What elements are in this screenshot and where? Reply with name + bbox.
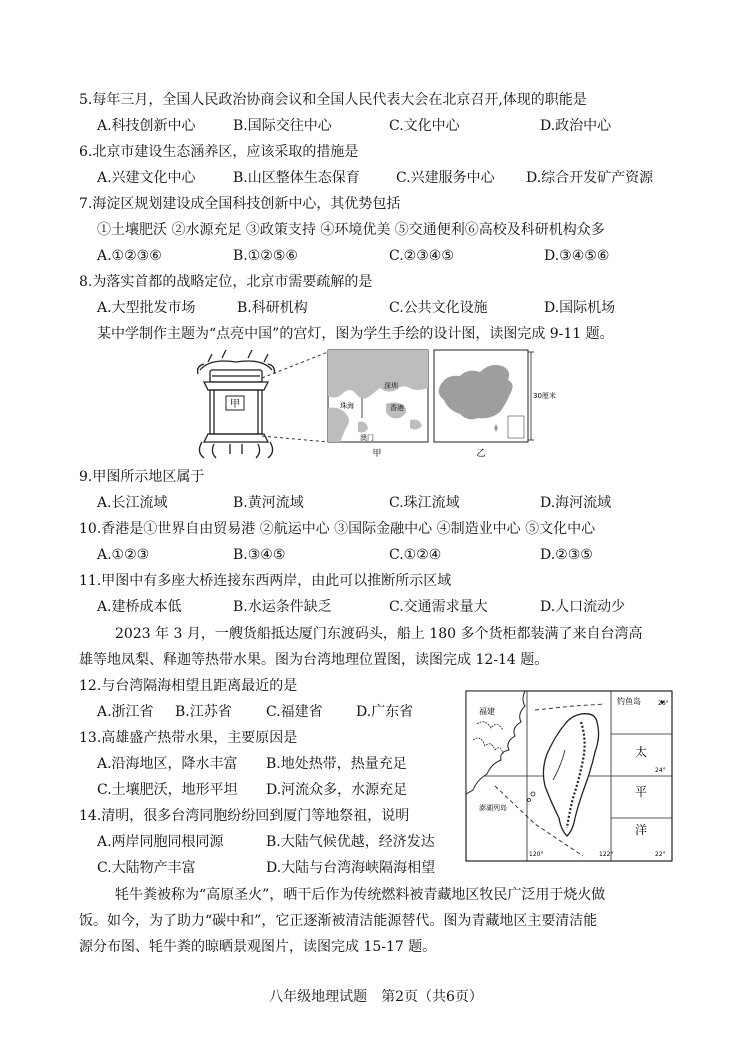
coord-122: 122° [599, 851, 614, 858]
q8-option-c: C.公共文化设施 [389, 300, 488, 316]
q14-option-a: A.两岸同胞同根同源 [97, 834, 224, 850]
q5-stem: 5.每年三月，全国人民政治协商会议和全国人民代表大会在北京召开,体现的职能是 [79, 92, 587, 108]
lantern-label: 甲 [230, 399, 240, 410]
q12-option-b: B.江苏省 [175, 704, 232, 720]
q10-option-c: C.①②④ [389, 547, 442, 563]
coord-22: 22° [655, 851, 666, 858]
q13-option-a: A.沿海地区，降水丰富 [97, 756, 238, 772]
q9-option-d: D.海河流域 [540, 495, 612, 511]
q10-option-b: B.③④⑤ [233, 547, 286, 563]
q5-option-a: A.科技创新中心 [97, 118, 196, 134]
q6-option-d: D.综合开发矿产资源 [526, 170, 654, 186]
q5-option-c: C.文化中心 [389, 118, 460, 134]
place-penghu: 澎湖列岛 [479, 804, 507, 812]
q9-option-b: B.黄河流域 [233, 495, 304, 511]
label-ping: 平 [635, 785, 648, 799]
intro-15-17-line1: 牦牛粪被称为“高原圣火”，晒干后作为传统燃料被青藏地区牧民广泛用于烧火做 [115, 887, 606, 903]
place-zhuhai: 珠海 [340, 402, 354, 410]
q8-option-b: B.科研机构 [237, 300, 308, 316]
q7-stem: 7.海淀区规划建设成全国科技创新中心，其优势包括 [79, 196, 401, 212]
place-hongkong: 香港 [390, 404, 404, 412]
coord-120: 120° [529, 851, 544, 858]
taiwan-figure [465, 690, 673, 862]
page-footer: 八年级地理试题 第2页（共6页） [269, 989, 483, 1005]
q9-option-a: A.长江流域 [97, 495, 168, 511]
q7-items: ①土壤肥沃 ②水源充足 ③政策支持 ④环境优美 ⑤交通便利⑥高校及科研机构众多 [97, 222, 605, 238]
q10-stem: 10.香港是①世界自由贸易港 ②航运中心 ③国际金融中心 ④制造业中心 ⑤文化中心 [79, 521, 596, 537]
q13-stem: 13.高雄盛产热带水果，主要原因是 [79, 730, 298, 746]
q14-option-d: D.大陆与台湾海峡隔海相望 [266, 860, 436, 876]
map-jia-label: 甲 [372, 449, 382, 459]
coord-26: 26° [658, 700, 669, 707]
q11-stem: 11.甲图中有多座大桥连接东西两岸，由此可以推断所示区域 [79, 573, 452, 589]
intro-9-11: 某中学制作主题为“点亮中国”的宫灯，图为学生手绘的设计图，读图完成 9-11 题。 [97, 326, 614, 342]
q11-option-d: D.人口流动少 [540, 599, 626, 615]
q6-option-b: B.山区整体生态保育 [233, 170, 360, 186]
q6-stem: 6.北京市建设生态涵养区，应该采取的措施是 [79, 144, 359, 160]
q8-stem: 8.为落实首都的战略定位，北京市需要疏解的是 [79, 274, 373, 290]
q14-option-c: C.大陆物产丰富 [97, 860, 196, 876]
place-shenzhen: 深圳 [384, 382, 398, 390]
q10-option-d: D.②③⑤ [540, 547, 593, 563]
intro-15-17-line2: 饭。如今，为了助力“碳中和”，它正逐渐被清洁能源替代。图为青藏地区主要清洁能 [79, 913, 598, 929]
q12-stem: 12.与台湾隔海相望且距离最近的是 [79, 678, 298, 694]
intro-12-14-line1: 2023 年 3 月，一艘货船抵达厦门东渡码头，船上 180 多个货柜都装满了来自台湾高 [115, 626, 643, 642]
q12-option-d: D.广东省 [356, 704, 414, 720]
label-yang: 洋 [635, 823, 648, 837]
q8-option-d: D.国际机场 [544, 300, 616, 316]
place-diaoyu: 钓鱼岛 [617, 697, 641, 706]
q14-option-b: B.大陆气候优越，经济发达 [266, 834, 435, 850]
q14-stem: 14.清明，很多台湾同胞纷纷回到厦门等地祭祖，说明 [79, 808, 410, 824]
intro-15-17-line3: 源分布图、牦牛粪的晾晒景观图片，读图完成 15-17 题。 [79, 939, 437, 955]
q6-option-c: C.兴建服务中心 [396, 170, 495, 186]
q9-option-c: C.珠江流域 [389, 495, 460, 511]
q12-option-c: C.福建省 [266, 704, 323, 720]
q7-option-c: C.②③④⑤ [389, 248, 454, 264]
q5-option-d: D.政治中心 [540, 118, 612, 134]
q10-option-a: A.①②③ [97, 547, 150, 563]
q7-option-b: B.①②⑤⑥ [233, 248, 298, 264]
lantern-figure [190, 348, 556, 460]
q13-option-d: D.河流众多，水源充足 [266, 782, 408, 798]
q11-option-b: B.水运条件缺乏 [233, 599, 332, 615]
q11-option-c: C.交通需求量大 [389, 599, 488, 615]
place-macau: 澳门 [360, 434, 374, 442]
place-fujian: 福建 [479, 707, 495, 716]
label-tai: 太 [635, 745, 648, 759]
coord-24: 24° [655, 767, 666, 774]
map-yi-label: 乙 [476, 449, 486, 459]
q9-stem: 9.甲图所示地区属于 [79, 469, 205, 485]
intro-12-14-line2: 雄等地凤梨、释迦等热带水果。图为台湾地理位置图，读图完成 12-14 题。 [79, 652, 549, 668]
q11-option-a: A.建桥成本低 [97, 599, 182, 615]
q7-option-a: A.①②③⑥ [97, 248, 162, 264]
q8-option-a: A.大型批发市场 [97, 300, 196, 316]
q6-option-a: A.兴建文化中心 [97, 170, 196, 186]
q12-option-a: A.浙江省 [97, 704, 154, 720]
q13-option-b: B.地处热带，热量充足 [266, 756, 407, 772]
q5-option-b: B.国际交往中心 [233, 118, 332, 134]
map-yi-dimension: 30厘米 [533, 392, 556, 400]
q13-option-c: C.土壤肥沃，地形平坦 [97, 782, 238, 798]
q7-option-d: D.③④⑤⑥ [544, 248, 610, 264]
